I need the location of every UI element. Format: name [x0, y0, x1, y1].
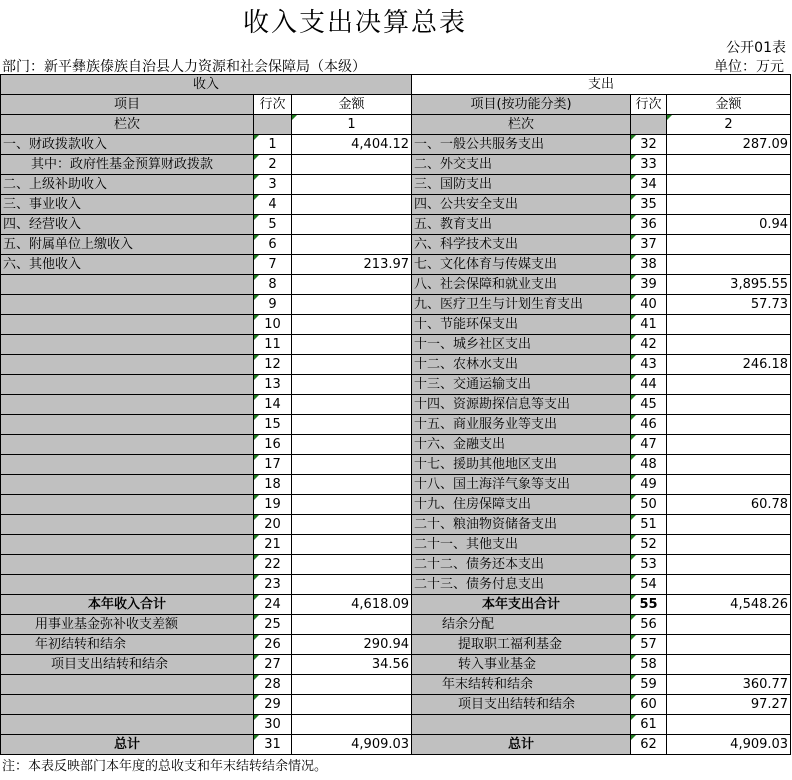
income-row-no: 16 [254, 435, 292, 455]
table-row [1, 195, 791, 215]
income-amount [292, 555, 412, 575]
expense-row-no: 37 [631, 235, 667, 255]
income-row-no: 11 [254, 335, 292, 355]
income-row-no: 28 [254, 675, 292, 695]
expense-item: 十一、城乡社区支出 [412, 335, 631, 355]
expense-row-no: 58 [631, 655, 667, 675]
income-amount [292, 615, 412, 635]
expense-amount [667, 335, 791, 355]
expense-row-no: 50 [631, 495, 667, 515]
expense-item: 转入事业基金 [412, 655, 631, 675]
income-row-no: 18 [254, 475, 292, 495]
table-row [1, 255, 791, 275]
income-item: 总计 [1, 735, 254, 755]
income-amount [292, 575, 412, 595]
expense-amount [667, 235, 791, 255]
income-row-no: 14 [254, 395, 292, 415]
income-row-no: 15 [254, 415, 292, 435]
expense-amount: 97.27 [667, 695, 791, 715]
expense-amount [667, 515, 791, 535]
expense-item: 十五、商业服务业等支出 [412, 415, 631, 435]
expense-row-no: 55 [631, 595, 667, 615]
table-row [1, 615, 791, 635]
expense-amount [667, 255, 791, 275]
income-amount [292, 215, 412, 235]
income-row-no: 19 [254, 495, 292, 515]
expense-amount [667, 395, 791, 415]
expense-row-no: 49 [631, 475, 667, 495]
department-label: 部门：新平彝族傣族自治县人力资源和社会保障局（本级） [2, 59, 366, 75]
expense-row-no: 46 [631, 415, 667, 435]
income-amount [292, 535, 412, 555]
unit-label: 单位：万元 [714, 59, 784, 75]
income-item-header: 项目 [1, 95, 254, 115]
income-amount [292, 515, 412, 535]
table-row [1, 235, 791, 255]
income-item: 一、财政拨款收入 [1, 135, 254, 155]
table-row [1, 595, 791, 615]
income-amount [292, 315, 412, 335]
income-row-no: 5 [254, 215, 292, 235]
expense-row-no: 62 [631, 735, 667, 755]
table-row [1, 335, 791, 355]
expense-row-no: 43 [631, 355, 667, 375]
expense-amount [667, 435, 791, 455]
expense-amount [667, 615, 791, 635]
income-header: 收入 [1, 75, 412, 95]
income-item [1, 575, 254, 595]
table-row [1, 435, 791, 455]
table-row [1, 495, 791, 515]
income-amount: 34.56 [292, 655, 412, 675]
income-item [1, 435, 254, 455]
expense-row-no: 47 [631, 435, 667, 455]
expense-column-label: 栏次 [412, 115, 631, 135]
table-row [1, 155, 791, 175]
expense-row-no: 60 [631, 695, 667, 715]
income-amount [292, 415, 412, 435]
income-row-no: 10 [254, 315, 292, 335]
income-row-no: 29 [254, 695, 292, 715]
expense-row-no: 39 [631, 275, 667, 295]
income-amount [292, 335, 412, 355]
income-item [1, 455, 254, 475]
income-amount [292, 395, 412, 415]
column-number-row [1, 115, 791, 135]
expense-row-no: 54 [631, 575, 667, 595]
income-row-no: 23 [254, 575, 292, 595]
section-header-row [1, 75, 791, 95]
table-row [1, 475, 791, 495]
table-row [1, 575, 791, 595]
income-item: 五、附属单位上缴收入 [1, 235, 254, 255]
income-amount: 4,909.03 [292, 735, 412, 755]
expense-item: 五、教育支出 [412, 215, 631, 235]
income-amount [292, 195, 412, 215]
income-row-no: 4 [254, 195, 292, 215]
income-item: 二、上级补助收入 [1, 175, 254, 195]
table-row [1, 655, 791, 675]
expense-amount [667, 535, 791, 555]
expense-row-no: 35 [631, 195, 667, 215]
income-amount [292, 715, 412, 735]
expense-amount [667, 375, 791, 395]
income-amount: 4,404.12 [292, 135, 412, 155]
expense-item: 一、一般公共服务支出 [412, 135, 631, 155]
expense-item: 八、社会保障和就业支出 [412, 275, 631, 295]
table-row [1, 735, 791, 755]
table-row [1, 635, 791, 655]
income-amount [292, 295, 412, 315]
income-row-no: 2 [254, 155, 292, 175]
expense-item: 七、文化体育与传媒支出 [412, 255, 631, 275]
expense-item: 十六、金融支出 [412, 435, 631, 455]
expense-item: 十四、资源勘探信息等支出 [412, 395, 631, 415]
page-title: 收入支出决算总表 [242, 8, 467, 38]
expense-row-no: 34 [631, 175, 667, 195]
expense-item: 年末结转和结余 [412, 675, 631, 695]
income-row-no: 9 [254, 295, 292, 315]
income-amount: 213.97 [292, 255, 412, 275]
expense-row-no: 48 [631, 455, 667, 475]
expense-amount [667, 715, 791, 735]
expense-item [412, 715, 631, 735]
expense-item: 十七、援助其他地区支出 [412, 455, 631, 475]
income-row-no: 21 [254, 535, 292, 555]
income-item [1, 415, 254, 435]
expense-amount: 57.73 [667, 295, 791, 315]
expense-amount [667, 415, 791, 435]
income-item: 用事业基金弥补收支差额 [1, 615, 254, 635]
expense-row-no: 32 [631, 135, 667, 155]
income-amount [292, 235, 412, 255]
expense-amount: 0.94 [667, 215, 791, 235]
table-row [1, 555, 791, 575]
income-amount [292, 495, 412, 515]
expense-column-number: 2 [667, 115, 791, 135]
income-row-no: 22 [254, 555, 292, 575]
income-item [1, 535, 254, 555]
expense-item-header: 项目(按功能分类) [412, 95, 631, 115]
expense-item: 二十三、债务付息支出 [412, 575, 631, 595]
income-amount [292, 375, 412, 395]
income-row-no: 3 [254, 175, 292, 195]
expense-item: 九、医疗卫生与计划生育支出 [412, 295, 631, 315]
expense-row-no: 36 [631, 215, 667, 235]
expense-amount: 287.09 [667, 135, 791, 155]
income-item [1, 355, 254, 375]
income-item [1, 475, 254, 495]
table-row [1, 695, 791, 715]
expense-row-no: 41 [631, 315, 667, 335]
income-amount [292, 355, 412, 375]
expense-item: 二十二、债务还本支出 [412, 555, 631, 575]
income-amount: 290.94 [292, 635, 412, 655]
table-row [1, 515, 791, 535]
income-row-no: 20 [254, 515, 292, 535]
expense-row-no: 52 [631, 535, 667, 555]
table-row [1, 535, 791, 555]
income-row-no: 31 [254, 735, 292, 755]
table-row [1, 275, 791, 295]
expense-item: 二十、粮油物资储备支出 [412, 515, 631, 535]
column-header-row [1, 95, 791, 115]
income-row-no: 7 [254, 255, 292, 275]
table-row [1, 135, 791, 155]
income-row-no: 25 [254, 615, 292, 635]
income-amount [292, 155, 412, 175]
expense-amount [667, 455, 791, 475]
expense-item: 结余分配 [412, 615, 631, 635]
table-row [1, 355, 791, 375]
income-column-number: 1 [292, 115, 412, 135]
expense-amount [667, 555, 791, 575]
expense-item: 二十一、其他支出 [412, 535, 631, 555]
expense-amount: 246.18 [667, 355, 791, 375]
income-amount [292, 675, 412, 695]
expense-amount [667, 155, 791, 175]
income-row-no: 24 [254, 595, 292, 615]
expense-item: 二、外交支出 [412, 155, 631, 175]
expense-row-no: 51 [631, 515, 667, 535]
income-row-no-header: 行次 [254, 95, 292, 115]
income-amount: 4,618.09 [292, 595, 412, 615]
income-column-label: 栏次 [1, 115, 254, 135]
expense-row-no-header: 行次 [631, 95, 667, 115]
expense-amount [667, 175, 791, 195]
expense-row-no: 56 [631, 615, 667, 635]
expense-row-no: 61 [631, 715, 667, 735]
income-amount-header: 金额 [292, 95, 412, 115]
expense-column-empty [631, 115, 667, 135]
income-item: 年初结转和结余 [1, 635, 254, 655]
income-item [1, 335, 254, 355]
income-item: 项目支出结转和结余 [1, 655, 254, 675]
expense-item: 三、国防支出 [412, 175, 631, 195]
expense-item: 总计 [412, 735, 631, 755]
table-row [1, 415, 791, 435]
income-amount [292, 455, 412, 475]
income-amount [292, 275, 412, 295]
table-row [1, 315, 791, 335]
expense-row-no: 57 [631, 635, 667, 655]
income-amount [292, 435, 412, 455]
income-item [1, 675, 254, 695]
form-number: 公开01表 [726, 40, 786, 56]
expense-row-no: 53 [631, 555, 667, 575]
expense-item: 十二、农林水支出 [412, 355, 631, 375]
income-row-no: 6 [254, 235, 292, 255]
table-row [1, 215, 791, 235]
table-row [1, 375, 791, 395]
income-row-no: 27 [254, 655, 292, 675]
income-item [1, 315, 254, 335]
expense-row-no: 38 [631, 255, 667, 275]
expense-amount-header: 金额 [667, 95, 791, 115]
expense-item: 十三、交通运输支出 [412, 375, 631, 395]
income-column-empty [254, 115, 292, 135]
income-item [1, 715, 254, 735]
income-item [1, 555, 254, 575]
income-row-no: 1 [254, 135, 292, 155]
expense-amount [667, 195, 791, 215]
expense-amount [667, 655, 791, 675]
expense-amount [667, 315, 791, 335]
expense-amount: 3,895.55 [667, 275, 791, 295]
expense-item: 本年支出合计 [412, 595, 631, 615]
expense-item: 项目支出结转和结余 [412, 695, 631, 715]
footnote: 注：本表反映部门本年度的总收支和年末结转结余情况。 [2, 759, 328, 774]
table-row [1, 295, 791, 315]
expense-amount [667, 575, 791, 595]
expense-amount [667, 635, 791, 655]
income-row-no: 12 [254, 355, 292, 375]
income-item [1, 515, 254, 535]
income-item [1, 295, 254, 315]
income-item [1, 695, 254, 715]
expense-row-no: 40 [631, 295, 667, 315]
expense-amount: 4,909.03 [667, 735, 791, 755]
income-row-no: 26 [254, 635, 292, 655]
income-amount [292, 475, 412, 495]
table-row [1, 715, 791, 735]
income-item: 其中：政府性基金预算财政拨款 [1, 155, 254, 175]
expense-row-no: 45 [631, 395, 667, 415]
income-amount [292, 175, 412, 195]
income-row-no: 30 [254, 715, 292, 735]
income-row-no: 17 [254, 455, 292, 475]
table-row [1, 675, 791, 695]
income-amount [292, 695, 412, 715]
expense-item: 十八、国土海洋气象等支出 [412, 475, 631, 495]
expense-row-no: 33 [631, 155, 667, 175]
table-row [1, 395, 791, 415]
expense-item: 十九、住房保障支出 [412, 495, 631, 515]
income-item: 三、事业收入 [1, 195, 254, 215]
income-expense-table [0, 74, 791, 755]
income-item [1, 275, 254, 295]
income-item [1, 375, 254, 395]
expense-amount: 60.78 [667, 495, 791, 515]
expense-row-no: 42 [631, 335, 667, 355]
expense-amount [667, 475, 791, 495]
income-row-no: 8 [254, 275, 292, 295]
income-item: 四、经营收入 [1, 215, 254, 235]
expense-item: 十、节能环保支出 [412, 315, 631, 335]
income-item [1, 495, 254, 515]
expense-item: 六、科学技术支出 [412, 235, 631, 255]
table-row [1, 175, 791, 195]
expense-row-no: 59 [631, 675, 667, 695]
income-item: 六、其他收入 [1, 255, 254, 275]
income-item [1, 395, 254, 415]
expense-amount: 360.77 [667, 675, 791, 695]
expense-item: 四、公共安全支出 [412, 195, 631, 215]
expense-row-no: 44 [631, 375, 667, 395]
table-row [1, 455, 791, 475]
income-row-no: 13 [254, 375, 292, 395]
expense-header: 支出 [412, 75, 791, 95]
expense-item: 提取职工福利基金 [412, 635, 631, 655]
expense-amount: 4,548.26 [667, 595, 791, 615]
income-item: 本年收入合计 [1, 595, 254, 615]
